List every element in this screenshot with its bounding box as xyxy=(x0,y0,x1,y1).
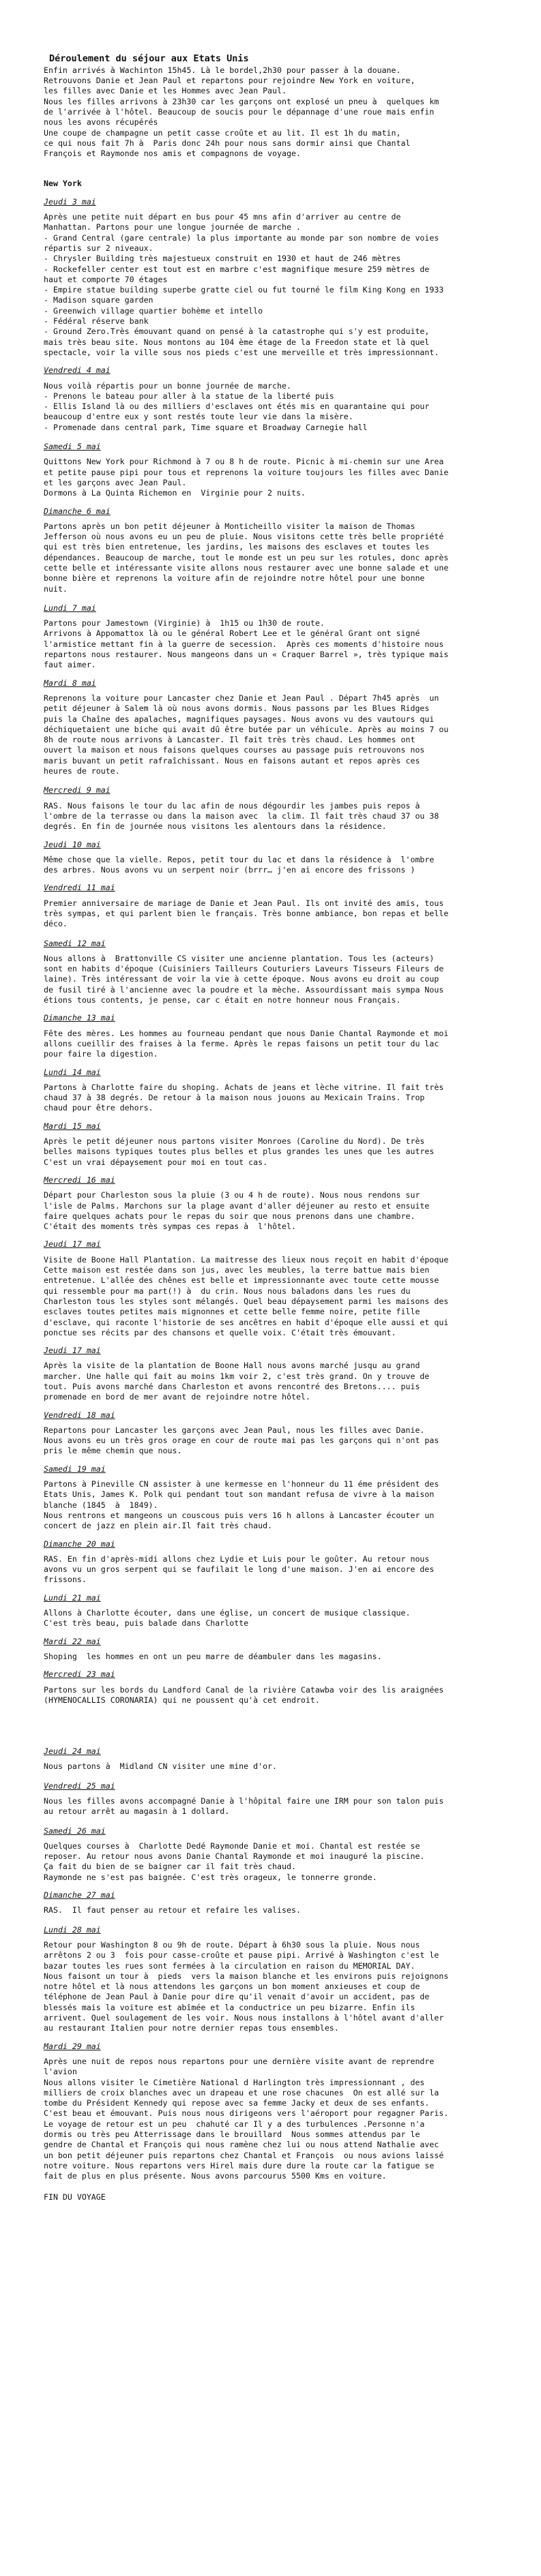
day-paragraph xyxy=(44,855,497,876)
day-heading: Mercredi 23 mai xyxy=(44,1669,115,1680)
text-line: nous les avons récupérés xyxy=(44,117,158,127)
day-paragraph xyxy=(44,1082,497,1114)
text-line: Partons sur les bords du Landford Canal de la rivière Catawba voir des lis araignées xyxy=(44,1684,444,1695)
day-heading: Mardi 15 mai xyxy=(44,1121,101,1131)
text-line: au restaurant Italien pour notre dernier repas tous ensembles. xyxy=(44,2023,339,2033)
text-line: Nous partons à Midland CN visiter une mine d'or. xyxy=(44,1761,278,1772)
day-heading: Jeudi 3 mai xyxy=(44,196,96,207)
text-line: petit déjeuner à Salem là où nous avons dormis. Nous passons par les Blues Ridges xyxy=(44,703,430,714)
text-line: reposer. Au retour nous avons Danie Chantal Raymonde et moi inauguré la piscine. xyxy=(44,1851,425,1862)
text-line: - Ground Zero.Très émouvant quand on pensé à la catastrophe qui s'y est produite, xyxy=(44,327,430,337)
day-heading: Vendredi 18 mai xyxy=(44,1410,115,1420)
text-line: - Madison square garden xyxy=(44,295,153,305)
closing-text: FIN DU VOYAGE xyxy=(44,2192,106,2202)
text-line: Cette maison est restée dans son jus, avec les meubles, la terre battue mais bien xyxy=(44,1265,430,1275)
document-title: Déroulement du séjour aux Etats Unis xyxy=(49,53,249,64)
text-line: Nous les filles avons accompagné Danie à l'hôpital faire une IRM pour son talon puis xyxy=(44,1796,444,1806)
day-entry xyxy=(44,1781,497,1817)
text-line: Quittons New York pour Richmond à 7 ou 8 h de route. Picnic à mi-chemin sur une Area xyxy=(44,457,444,467)
day-entry xyxy=(44,2042,497,2182)
text-line: repartons nous restaurer. Nous mangeons dans un « Craquer Barrel », très typique mais xyxy=(44,650,449,660)
text-line: Le voyage de retour est un peu chahuté car Il y a des turbulences .Personne n'a xyxy=(44,2119,425,2129)
text-line: Enfin arrivés à Wachinton 15h45. Là le bordel,2h30 pour passer à la douane. xyxy=(44,65,401,75)
day-paragraph xyxy=(44,2057,497,2182)
text-line: Nous avons eu un très gros orage en cour de route mai pas les garçons qui n'ont pas xyxy=(44,1436,439,1446)
text-line: téléphone de Jean Paul à Danie pour dire qu'il venait d'avoir un accident, pas de xyxy=(44,1992,430,2002)
intro-paragraph xyxy=(44,65,497,160)
text-line: de l'arrivée à l'hôtel. Beaucoup de soucis pour le dépannage d'une roue mais enfin xyxy=(44,107,435,117)
day-paragraph xyxy=(44,1255,497,1338)
text-line: Reprenons la voiture pour Lancaster chez Danie et Jean Paul . Départ 7h45 après un xyxy=(44,693,439,703)
text-line: un bon petit déjeuner puis repartons chez Chantal et François ou nous avions laissé xyxy=(44,2150,444,2160)
day-heading: Mardi 29 mai xyxy=(44,2041,101,2051)
text-line: - Greenwich village quartier bohème et intello xyxy=(44,305,263,316)
text-line: étions tous contents, je pense, car c était en notre honneur nous Français. xyxy=(44,995,401,1005)
text-line: notre voiture. Nous repartons vers Hirel mais dure dure la route car la fatigue se xyxy=(44,2160,435,2170)
text-line: Nous allons visiter le Cimetière National d Harlington très impressionnant , des xyxy=(44,2077,425,2087)
text-line: cette belle et intéressante visite allons nous restaurer avec une bonne salade et une xyxy=(44,562,449,573)
text-line: dépendances. Beaucoup de marche, tout le monde est un peu sur les rotules, donc après xyxy=(44,552,449,562)
text-line: milliers de croix blanches avec un drapeau et une rose chacunes On est allé sur la xyxy=(44,2087,439,2097)
text-line: spectacle, voir la ville sous nos pieds c'est une merveille et très impressionnant. xyxy=(44,347,439,357)
text-line: entretenue. L'allée des chênes est belle et impressionnante avec toute cette mousse xyxy=(44,1275,439,1286)
day-heading: Vendredi 4 mai xyxy=(44,365,111,376)
text-line: des arbres. Nous avons vu un serpent noir (brrr… j'en ai encore des frissons ) xyxy=(44,865,415,875)
day-entry xyxy=(44,1826,497,1883)
text-line: Etats Unis, James K. Polk qui pendant tout son mandant refusa de vivre à la maison xyxy=(44,1489,435,1500)
text-line: pris le même chemin que nous. xyxy=(44,1446,182,1456)
day-heading: Jeudi 17 mai xyxy=(44,1239,101,1249)
text-line: gendre de Chantal et François qui nous ramène chez lui ou nous attend Nathalie avec xyxy=(44,2140,439,2150)
text-line: faire quelques achats pour le repas du soir que nous prenons dans une chambre. xyxy=(44,1211,415,1221)
text-line: l'isle de Palms. Marchons sur la plage avant d'aller déjeuner au resto et ensuite xyxy=(44,1200,430,1211)
text-line: pour faire la digestion. xyxy=(44,1049,158,1059)
day-heading: Dimanche 20 mai xyxy=(44,1539,115,1549)
text-line: d'esclave, qui raconte l'historie de ses ancêtres en habit d'époque elle aussi et qui xyxy=(44,1317,449,1327)
day-heading: Dimanche 13 mai xyxy=(44,1013,115,1023)
text-line: C'était des moments très sympas ces repas à l'hôtel. xyxy=(44,1222,296,1232)
text-line: au retour arrêt au magasin à 1 dollard. xyxy=(44,1806,230,1817)
day-entry xyxy=(44,1013,497,1059)
text-line: blanche (1845 à 1849). xyxy=(44,1500,158,1510)
text-line: Après une petite nuit départ en bus pour 45 mns afin d'arriver au centre de xyxy=(44,212,401,222)
day-paragraph xyxy=(44,1608,497,1629)
day-heading: Mercredi 9 mai xyxy=(44,785,111,795)
text-line: les filles avec Danie et les Hommes avec Jean Paul. xyxy=(44,86,287,96)
day-heading: Samedi 26 mai xyxy=(44,1825,106,1836)
text-line: l'armistice mettant fin à la guerre de secession. Après ces moments d'histoire nous xyxy=(44,639,444,649)
day-entry xyxy=(44,1746,497,1772)
day-paragraph xyxy=(44,457,497,498)
text-line: laine). Très intéressant de voir la vie à cette époque. Nous avons eu droit au coup xyxy=(44,974,439,984)
text-line: Après une nuit de repos nous repartons pour une dernière visite avant de reprendre xyxy=(44,2056,435,2066)
text-line: Après la visite de la plantation de Boone Hall nous avons marché jusqu au grand xyxy=(44,1361,420,1371)
text-line: - Ellis Island là ou des milliers d'esclaves ont étés mis en quarantaine qui pour xyxy=(44,401,430,412)
day-heading: Mardi 8 mai xyxy=(44,678,96,688)
day-heading: Samedi 12 mai xyxy=(44,938,106,948)
text-line: 8h de route nous arrivons à Lancaster. Il fait très très chaud. Les hommes ont xyxy=(44,735,415,745)
text-line: belles maisons typiques toutes plus belles et plus grandes les unes que les autres xyxy=(44,1147,435,1157)
day-heading: Vendredi 25 mai xyxy=(44,1781,115,1791)
text-line: ce qui nous fait 7h à Paris donc 24h pour nous sans dormir ainsi que Chantal xyxy=(44,138,411,148)
day-entry xyxy=(44,883,497,929)
text-line: Quelques courses à Charlotte Dedé Raymonde Danie et moi. Chantal est restée se xyxy=(44,1840,420,1851)
day-entry xyxy=(44,603,497,671)
text-line: C'est très beau, puis balade dans Charlotte xyxy=(44,1618,249,1628)
text-line: et petite pause pipi pour tous et reprenons la voiture toujours les filles avec Danie xyxy=(44,467,449,477)
day-paragraph xyxy=(44,1940,497,2034)
day-heading: Mardi 22 mai xyxy=(44,1636,101,1646)
text-line: chaud 37 à 38 degrés. De retour à la maison nous jouons au Mexicain Trains. Trop xyxy=(44,1093,425,1103)
day-entry xyxy=(44,1410,497,1457)
text-line: (HYMENOCALLIS CORONARIA) qui ne poussent qu'à cet endroit. xyxy=(44,1695,320,1705)
text-line: arrivent. Quel soulagement de les voir. Nous nous installons à l'hôtel avant d'aller xyxy=(44,2013,444,2023)
text-line: tout. Puis avons marché dans Charleston et avons rencontré des Bretons.... puis xyxy=(44,1381,420,1391)
text-line: Repartons pour Lancaster les garçons avec Jean Paul, nous les filles avec Danie. xyxy=(44,1425,425,1435)
text-line: C'est un vrai dépaysement pour moi en tout cas. xyxy=(44,1157,268,1167)
text-line: Allons à Charlotte écouter, dans une église, un concert de musique classique. xyxy=(44,1608,411,1618)
day-entry xyxy=(44,1346,497,1402)
day-paragraph xyxy=(44,1136,497,1168)
day-paragraph xyxy=(44,521,497,594)
text-line: - Grand Central (gare centrale) la plus importante au monde par son nombre de voies xyxy=(44,232,439,243)
text-line: puis la Chaîne des apalaches, magnifiques paysages. Nous avons vu des vautours qui xyxy=(44,714,435,724)
day-heading: Dimanche 27 mai xyxy=(44,1890,115,1900)
day-entry xyxy=(44,506,497,594)
day-entry xyxy=(44,1121,497,1168)
day-paragraph xyxy=(44,1905,497,1915)
text-line: degrés. En fin de journée nous visitons les alentours dans la résidence. xyxy=(44,821,387,832)
text-line: Manhattan. Partons pour une longue journée de marche . xyxy=(44,222,301,232)
text-line: bazar toutes les rues sont fermées à la circulation en raison du MEMORIAL DAY. xyxy=(44,1960,415,1971)
text-line: haut et comporte 70 étages xyxy=(44,274,168,284)
text-line: C'est beau et émouvant. Puis nous nous dirigeons vers l'aéroport pour regagner Paris. xyxy=(44,2108,449,2119)
text-line: Shoping les hommes en ont un peu marre de déambuler dans les magasins. xyxy=(44,1651,382,1661)
text-line: - Promenade dans central park, Time square et Broadway Carnegie hall xyxy=(44,422,368,432)
day-heading: Lundi 21 mai xyxy=(44,1592,101,1603)
city-heading: New York xyxy=(44,179,82,189)
text-line: Dormons à La Quinta Richemon en Virginie pour 2 nuits. xyxy=(44,488,306,498)
day-entry xyxy=(44,1539,497,1586)
day-heading: Samedi 5 mai xyxy=(44,442,101,452)
text-line: fait de plus en plus présente. Nous avons parcourus 5500 Kms en voiture. xyxy=(44,2171,387,2181)
day-entries xyxy=(44,197,497,2182)
day-paragraph xyxy=(44,1554,497,1586)
text-line: Partons pour Jamestown (Virginie) à 1h15 ou 1h30 de route. xyxy=(44,618,325,628)
text-line: de fusil tiré à l'ancienne avec la poudre et la mèche. Assourdissant mais sympa Nous xyxy=(44,984,444,995)
text-line: Fête des mères. Les hommes au fourneau pendant que nous Danie Chantal Raymonde et moi xyxy=(44,1028,449,1038)
text-line: Nous allons à Brattonville CS visiter une ancienne plantation. Tous les (acteurs) xyxy=(44,953,435,963)
text-line: allons cueillir des fraises à la ferme. Après le repas faisons un petit tour du lac xyxy=(44,1038,439,1048)
text-line: blessés mais la voiture est abîmée et la conductrice un peu bizarre. Enfin ils xyxy=(44,2002,415,2012)
day-paragraph xyxy=(44,1761,497,1772)
text-line: Nous rentrons et mangeons un couscous puis vers 16 h allons à Lancaster écouter un xyxy=(44,1510,435,1520)
day-heading: Mercredi 16 mai xyxy=(44,1175,115,1185)
text-line: RAS. En fin d'après-midi allons chez Lydie et Luis pour le goûter. Au retour nous xyxy=(44,1554,430,1564)
day-entry xyxy=(44,1464,497,1532)
text-line: Partons à Charlotte faire du shoping. Achats de jeans et lèche vitrine. Il fait très xyxy=(44,1082,444,1092)
text-line: Nous voilà répartis pour un bonne journée de marche. xyxy=(44,380,291,391)
day-heading: Lundi 7 mai xyxy=(44,603,96,613)
text-line: ponctue ses récits par des chansons et quelle voix. C'était très émouvant. xyxy=(44,1327,396,1337)
day-paragraph xyxy=(44,1479,497,1531)
text-line: et les garçons avec Jean Paul. xyxy=(44,477,187,487)
text-line: Partons après un bon petit déjeuner à Monticheillo visiter la maison de Thomas xyxy=(44,521,415,531)
text-line: Départ pour Charleston sous la pluie (3 ou 4 h de route). Nous nous rendons sur xyxy=(44,1190,420,1200)
day-heading: Vendredi 11 mai xyxy=(44,883,115,893)
day-entry xyxy=(44,1593,497,1629)
text-line: esclaves toutes petites mais mignonnes et cette belle femme noire, petite fille xyxy=(44,1307,420,1317)
day-heading: Jeudi 10 mai xyxy=(44,839,101,849)
text-line: - Chrysler Building très majestueux construit en 1930 et haut de 246 mètres xyxy=(44,254,401,264)
text-line: - Fédéral réserve bank xyxy=(44,316,149,327)
text-line: Après le petit déjeuner nous partons visiter Monroes (Caroline du Nord). De très xyxy=(44,1136,425,1147)
text-line: qui est très bien entretenue, les jardins, les maisons des esclaves et toutes les xyxy=(44,542,430,552)
day-heading: Dimanche 6 mai xyxy=(44,506,111,516)
text-line: frissons. xyxy=(44,1575,87,1585)
text-line: mais très beau site. Nous montons au 104 ème étage de la Freedon state et là quel xyxy=(44,337,430,347)
text-line: Raymonde ne s'est pas baignée. C'est très orageux, le tonnerre gronde. xyxy=(44,1872,377,1882)
day-entry xyxy=(44,678,497,777)
text-line: heures de route. xyxy=(44,766,120,776)
day-entry xyxy=(44,197,497,358)
text-line: marcher. Une halle qui fait au moins 1km voir 2, c'est très grand. On y trouve de xyxy=(44,1371,430,1381)
text-line: très sympas, et qui parlent bien le français. Très bonne ambiance, bon repas et belle xyxy=(44,909,449,918)
day-entry xyxy=(44,840,497,876)
day-paragraph xyxy=(44,1029,497,1060)
day-paragraph xyxy=(44,1425,497,1457)
text-line: RAS. Il faut penser au retour et refaire les valises. xyxy=(44,1905,301,1915)
day-paragraph xyxy=(44,1190,497,1232)
text-line: qui ressemble pour ma part(!) à du crin. Nous nous baladons dans les rues du xyxy=(44,1286,411,1296)
text-line: notre hôtel et là nous attendons les garçons un bon moment anxieuses et coup de xyxy=(44,1982,420,1992)
day-paragraph xyxy=(44,1652,497,1662)
text-line: sont en habits d'époque (Cuisiniers Tailleurs Couturiers Laveurs Tisseurs Fileurs de xyxy=(44,964,444,974)
day-heading: Jeudi 24 mai xyxy=(44,1746,101,1757)
text-line: - Prenons le bateau pour aller à la statue de la liberté puis xyxy=(44,391,334,401)
day-entry xyxy=(44,442,497,498)
day-entry xyxy=(44,1239,497,1338)
day-paragraph xyxy=(44,801,497,832)
text-line: Même chose que la vielle. Repos, petit tour du lac et dans la résidence à l'ombre xyxy=(44,854,435,864)
text-line: Visite de Boone Hall Plantation. La maitresse des lieux nous reçoit en habit d'époque xyxy=(44,1254,449,1264)
text-line: ouvert la maison et nous faisons quelques courses au passage puis retrouvons nos xyxy=(44,745,425,755)
day-entry xyxy=(44,1637,497,1663)
text-line: RAS. Nous faisons le tour du lac afin de nous dégourdir les jambes puis repos à xyxy=(44,800,420,810)
day-entry xyxy=(44,1175,497,1232)
day-entry xyxy=(44,939,497,1006)
text-line: l'avion xyxy=(44,2067,77,2077)
day-paragraph xyxy=(44,618,497,670)
day-heading: Samedi 19 mai xyxy=(44,1464,106,1474)
text-line: Retrouvons Danie et Jean Paul et repartons pour rejoindre New York en voiture, xyxy=(44,76,415,86)
text-line: avons vu un gros serpent qui se faufilait le long d'une maison. J'en ai encore des xyxy=(44,1564,435,1575)
day-paragraph xyxy=(44,1796,497,1817)
text-line: bonne bière et reprenons la voiture afin de rejoindre notre hôtel pour une bonne xyxy=(44,573,425,584)
text-line: Nous les filles arrivons à 23h30 car les garçons ont explosé un pneu à quelques km xyxy=(44,96,439,106)
text-line: François et Raymonde nos amis et compagnons de voyage. xyxy=(44,149,301,159)
text-line: dormis ou très peu Atterrissage dans le brouillard Nous sommes attendus par le xyxy=(44,2130,420,2140)
day-entry xyxy=(44,365,497,433)
day-entry xyxy=(44,1669,497,1706)
text-line: déchiquetaient une biche qui avait dû être butée par un véhicule. Après au moins 7 ou xyxy=(44,724,449,734)
day-paragraph xyxy=(44,381,497,433)
text-line: Retour pour Washington 8 ou 9h de route. Départ à 6h30 sous la pluie. Nous nous xyxy=(44,1939,420,1950)
text-line: arrêtons 2 ou 3 fois pour casse-croûte et pause pipi. Arrivé à Washington c'est le xyxy=(44,1950,439,1960)
day-entry xyxy=(44,1067,497,1114)
text-line: tombe du Président Kennedy qui repose avec sa femme Jacky et deux de ses enfants. xyxy=(44,2098,430,2108)
text-line: faut aimer. xyxy=(44,660,96,670)
day-paragraph xyxy=(44,898,497,930)
text-line: Une coupe de champagne un petit casse croûte et au lit. Il est 1h du matin, xyxy=(44,127,401,138)
text-line: promenade en bord de mer avant de rejoindre notre hôtel. xyxy=(44,1392,310,1402)
text-line: Premier anniversaire de mariage de Danie et Jean Paul. Ils ont invité des amis, tous xyxy=(44,898,444,908)
day-paragraph xyxy=(44,954,497,1005)
day-entry xyxy=(44,1925,497,2034)
text-line: déco. xyxy=(44,919,68,929)
day-paragraph xyxy=(44,1361,497,1402)
text-line: nuit. xyxy=(44,584,68,594)
day-heading: Jeudi 17 mai xyxy=(44,1346,101,1356)
text-line: chaud pour être dehors. xyxy=(44,1103,153,1113)
text-line: Charleston tous les styles sont mélangés. Quel beau dépaysement parmi les maisons des xyxy=(44,1296,449,1306)
text-line: - Empire statue building superbe gratte ciel ou fut tourné le film King Kong en 1933 xyxy=(44,285,444,295)
text-line: Arrivons à Appomattox là ou le général Robert Lee et le général Grant ont signé xyxy=(44,628,420,639)
day-paragraph xyxy=(44,693,497,776)
text-line: Jefferson où nous avons eu un peu de pluie. Nous visitons cette très belle propriété xyxy=(44,532,444,542)
text-line: Ça fait du bien de se baigner car il fait très chaud. xyxy=(44,1862,296,1872)
text-line: Partons à Pineville CN assister à une kermesse en l'honneur du 11 éme président des xyxy=(44,1479,439,1489)
text-line: l'ombre de la terrasse ou dans la maison avec la clim. Il fait très chaud 37 ou 38 xyxy=(44,810,439,821)
text-line: Nous faisont un tour à pieds vers la maison blanche et les environs puis rejoignons xyxy=(44,1971,449,1981)
day-heading: Lundi 14 mai xyxy=(44,1067,101,1077)
day-entry xyxy=(44,1890,497,1916)
day-heading: Lundi 28 mai xyxy=(44,1924,101,1935)
text-line: concert de jazz en plein air.Il fait très chaud. xyxy=(44,1521,273,1531)
day-entry xyxy=(44,785,497,832)
text-line: répartis sur 2 niveaux. xyxy=(44,243,153,253)
text-line: maris buvant un petit rafraîchissant. Nous en faisons autant et repos après ces xyxy=(44,755,420,766)
text-line: - Rockefeller center est tout est en marbre c'est magnifique mesure 259 mètres de xyxy=(44,264,430,274)
text-line: beaucoup d'entre eux y sont restés toute leur vie dans la misère. xyxy=(44,412,353,422)
day-paragraph xyxy=(44,1685,497,1706)
day-paragraph xyxy=(44,212,497,358)
day-paragraph xyxy=(44,1841,497,1883)
